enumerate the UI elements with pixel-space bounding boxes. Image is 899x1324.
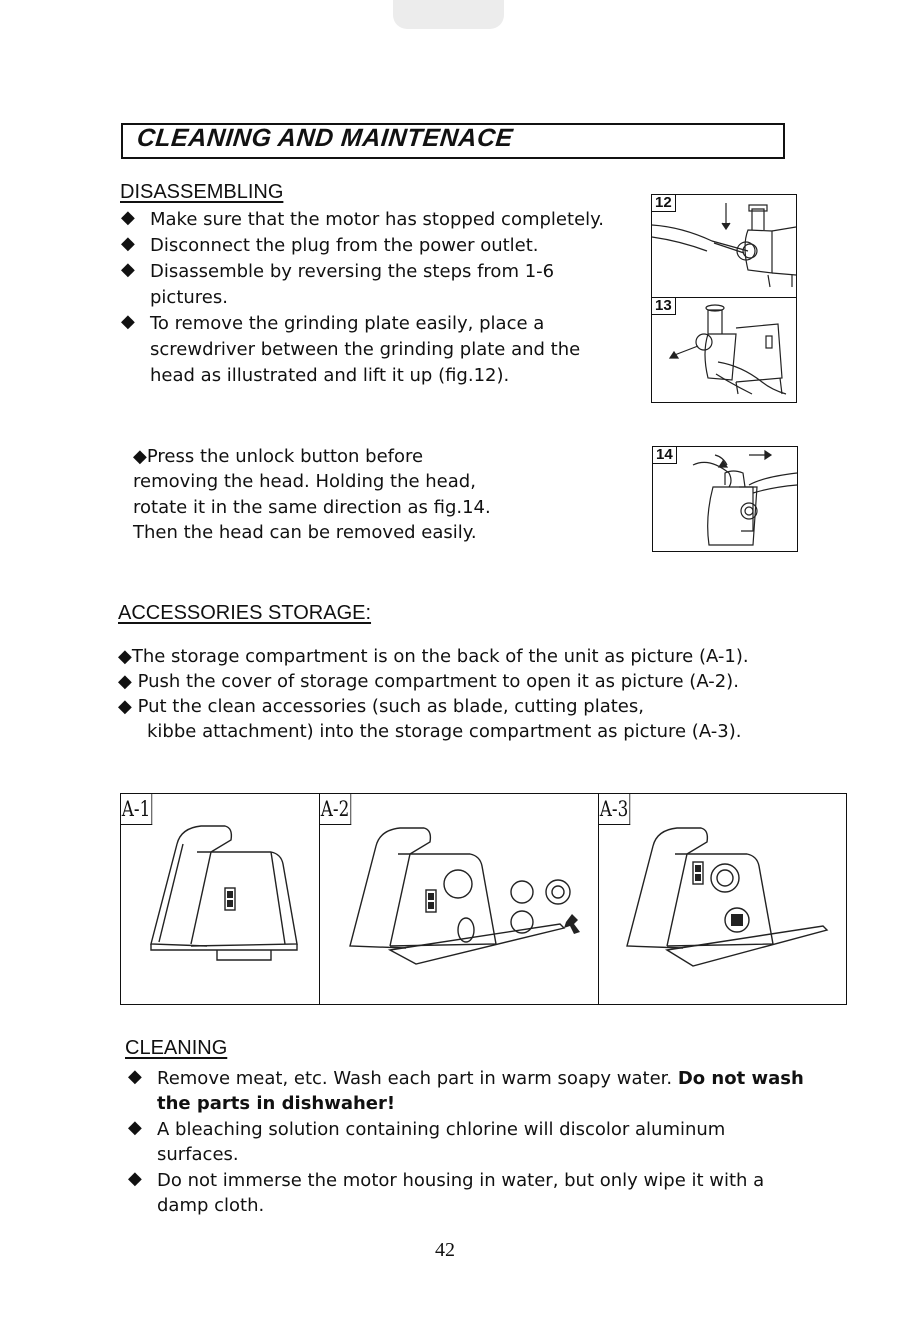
disassembling-line-3: Disassemble by reversing the steps from 1-6	[150, 261, 555, 282]
disassembling-line-4: pictures.	[150, 287, 228, 308]
bullet-icon: ◆	[121, 311, 135, 332]
figure-12-label: 12	[652, 195, 676, 212]
top-tab	[393, 0, 504, 29]
picture-a2-drawing	[320, 794, 598, 1004]
page-title: CLEANING AND MAINTENACE	[135, 124, 515, 152]
figure-12	[651, 194, 797, 300]
cleaning-line-3: A bleaching solution containing chlorine will discolor aluminum	[157, 1119, 726, 1140]
disassembling-heading: DISASSEMBLING	[120, 181, 284, 203]
bullet-icon: ◆	[128, 1066, 142, 1087]
figure-13	[651, 297, 797, 403]
cleaning-line-1-text: Remove meat, etc. Wash each part in warm soapy water.	[157, 1068, 678, 1089]
storage-line-1: ◆The storage compartment is on the back of the unit as picture (A-1).	[118, 646, 749, 667]
cleaning-line-2: the parts in dishwaher!	[157, 1093, 396, 1114]
disassembling-line-5: To remove the grinding plate easily, place a	[150, 313, 545, 334]
bullet-icon: ◆	[128, 1117, 142, 1138]
picture-a2-label: A-2	[320, 794, 351, 825]
disassembling-line-6: screwdriver between the grinding plate and the	[150, 339, 581, 360]
cleaning-line-4: surfaces.	[157, 1144, 239, 1165]
bullet-icon: ◆	[128, 1168, 142, 1189]
bullet-icon: ◆	[121, 207, 135, 228]
figure-14	[652, 446, 798, 552]
cleaning-warning-bold: Do not wash	[677, 1068, 804, 1089]
page-number: 42	[435, 1239, 455, 1261]
figure-14-label: 14	[653, 447, 677, 464]
bullet-icon: ◆	[121, 259, 135, 280]
unlock-line-3: rotate it in the same direction as fig.14.	[133, 497, 491, 518]
picture-a3-label: A-3	[599, 794, 630, 825]
storage-heading: ACCESSORIES STORAGE:	[118, 602, 372, 624]
cleaning-line-5: Do not immerse the motor housing in water, but only wipe it with a	[157, 1170, 765, 1191]
cleaning-heading: CLEANING	[125, 1037, 228, 1059]
disassembling-line-7: head as illustrated and lift it up (fig.12).	[150, 365, 510, 386]
accessory-pictures	[120, 793, 847, 1005]
picture-a2	[320, 794, 599, 1004]
figure-13-label: 13	[652, 298, 676, 315]
cleaning-line-1	[157, 1066, 804, 1091]
cleaning-line-6: damp cloth.	[157, 1195, 265, 1216]
picture-a1-drawing	[121, 794, 319, 1004]
unlock-line-2: removing the head. Holding the head,	[133, 471, 476, 492]
storage-line-3: ◆ Put the clean accessories (such as blade, cutting plates,	[118, 696, 644, 717]
picture-a1	[121, 794, 320, 1004]
bullet-icon: ◆	[121, 233, 135, 254]
unlock-line-4: Then the head can be removed easily.	[133, 522, 477, 543]
disassembling-line-2: Disconnect the plug from the power outlet.	[150, 235, 539, 256]
picture-a1-label: A-1	[121, 794, 152, 825]
storage-line-2: ◆ Push the cover of storage compartment to open it as picture (A-2).	[118, 671, 739, 692]
disassembling-line-1: Make sure that the motor has stopped completely.	[150, 209, 604, 230]
picture-a3-drawing	[599, 794, 846, 1004]
storage-line-4: kibbe attachment) into the storage compartment as picture (A-3).	[147, 721, 742, 742]
unlock-line-1: ◆Press the unlock button before	[133, 446, 424, 467]
picture-a3	[599, 794, 846, 1004]
